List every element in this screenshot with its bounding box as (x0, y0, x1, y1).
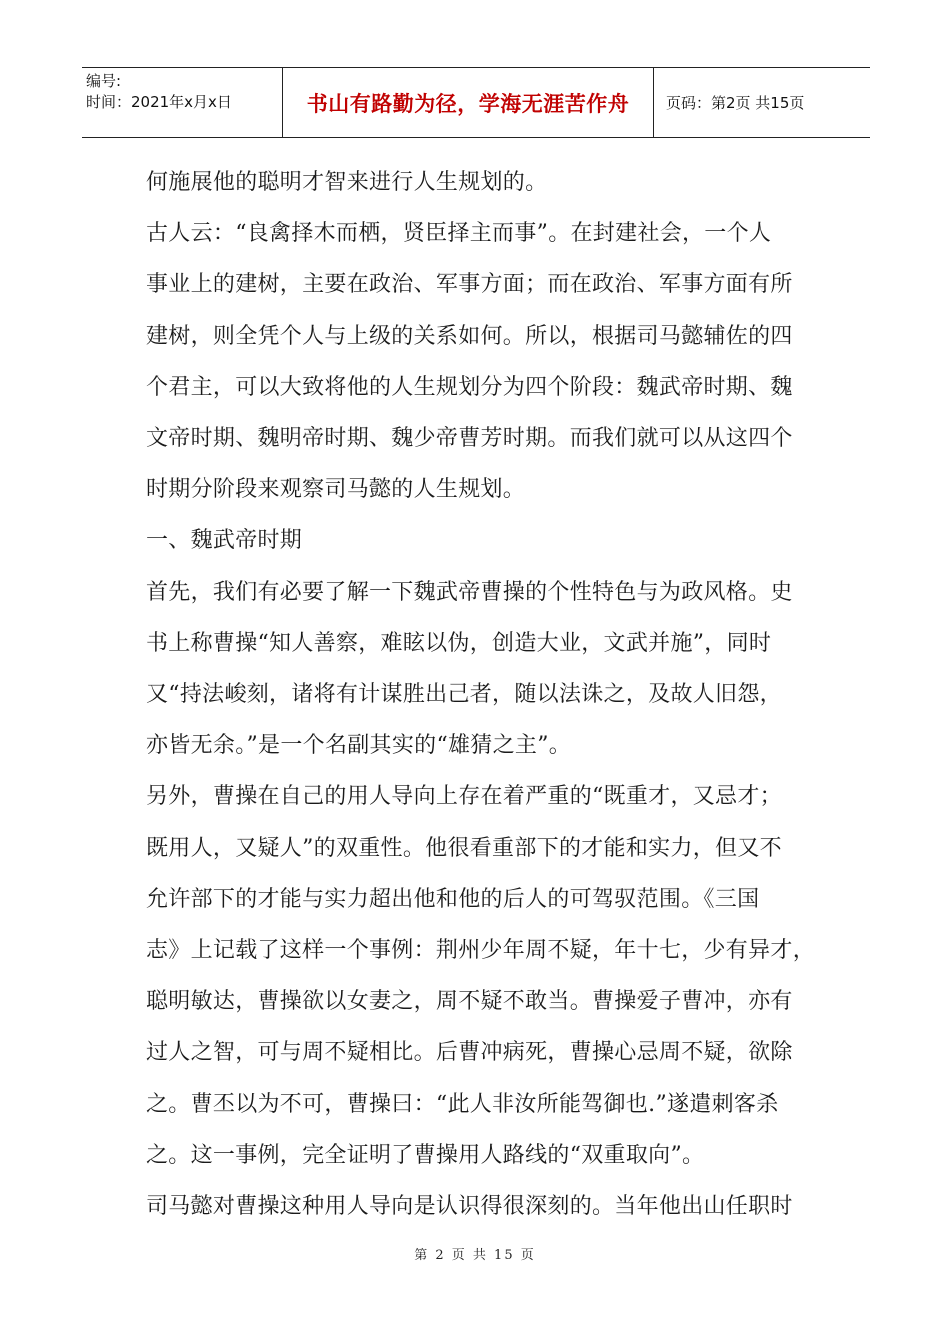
body-line: 聪明敏达，曹操欲以女妻之，周不疑不敢当。曹操爱子曹冲，亦有 (146, 989, 793, 1015)
body-line: 事业上的建树，主要在政治、军事方面；而在政治、军事方面有所 (146, 272, 793, 298)
page-footer: 第 2 页 共 15 页 (414, 1248, 536, 1263)
body-line: 古人云：“良禽择木而栖，贤臣择主而事”。在封建社会，一个人 (146, 221, 772, 247)
body-line: 首先，我们有必要了解一下魏武帝曹操的个性特色与为政风格。史 (146, 579, 793, 605)
body-line: 之。这一事例，完全证明了曹操用人路线的“双重取向”。 (146, 1142, 705, 1168)
body-line: 书上称曹操“知人善察，难眩以伪，创造大业，文武并施”，同时 (146, 630, 772, 656)
page-header (82, 67, 870, 138)
time-label: 时间：2021年x月x日 (86, 93, 232, 111)
body-line: 司马懿对曹操这种用人导向是认识得很深刻的。当年他出山任职时 (146, 1194, 793, 1220)
body-line: 个君主，可以大致将他的人生规划分为四个阶段：魏武帝时期、魏 (146, 374, 793, 400)
document-body (146, 157, 826, 1232)
header-motto: 书山有路勤为径，学海无涯苦作舟 (306, 91, 630, 116)
body-line: 允许部下的才能与实力超出他和他的后人的可驾驭范围。《三国 (146, 886, 760, 912)
header-motto-cell (282, 68, 654, 137)
body-line: 何施展他的聪明才智来进行人生规划的。 (146, 170, 548, 195)
body-line: 时期分阶段来观察司马懿的人生规划。 (146, 477, 526, 503)
body-line: 之。曹丕以为不可，曹操曰：“此人非汝所能驾御也.”遂遣刺客杀 (146, 1091, 779, 1117)
header-meta (82, 68, 282, 137)
header-page-info: 页码：第2页 共15页 (666, 94, 805, 112)
body-line: 过人之智，可与周不疑相比。后曹冲病死，曹操心忌周不疑，欲除 (146, 1040, 793, 1066)
body-line: 亦皆无余。”是一个名副其实的“雄猜之主”。 (146, 733, 572, 759)
section-heading: 一、魏武帝时期 (146, 528, 303, 554)
number-label: 编号: (86, 72, 122, 90)
body-line: 另外，曹操在自己的用人导向上存在着严重的“既重才，又忌才； (146, 784, 782, 810)
body-line: 文帝时期、魏明帝时期、魏少帝曹芳时期。而我们就可以从这四个 (146, 426, 793, 452)
body-line: 又“持法峻刻，诸将有计谋胜出己者，随以法诛之，及故人旧怨， (146, 682, 782, 708)
body-line: 既用人，又疑人”的双重性。他很看重部下的才能和实力，但又不 (146, 835, 782, 861)
body-line: 志》上记载了这样一个事例：荆州少年周不疑，年十七，少有异才， (146, 938, 816, 964)
body-line: 建树，则全凭个人与上级的关系如何。所以，根据司马懿辅佐的四 (146, 323, 793, 349)
